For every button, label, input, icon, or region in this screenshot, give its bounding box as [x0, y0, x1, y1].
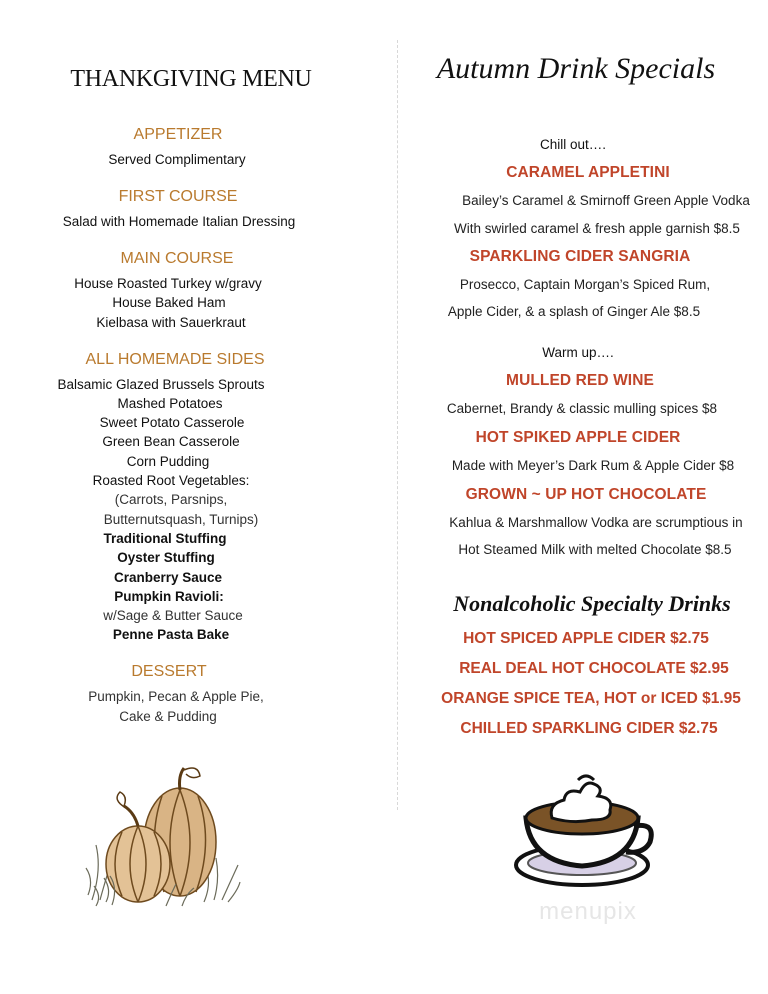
- main-course-item: House Baked Ham: [112, 295, 226, 310]
- appetizer-text: Served Complimentary: [108, 152, 246, 167]
- drink-description: Cabernet, Brandy & classic mulling spices $8: [446, 401, 718, 416]
- side-item: Mashed Potatoes: [117, 396, 223, 411]
- dessert-heading: DESSERT: [131, 663, 207, 680]
- side-item: Pumpkin Ravioli:: [114, 589, 224, 604]
- drink-description: Kahlua & Marshmallow Vodka are scrumptious in: [449, 515, 743, 530]
- pumpkins-illustration: [82, 760, 242, 910]
- side-item: Traditional Stuffing: [103, 531, 227, 546]
- nonalcoholic-item: ORANGE SPICE TEA, HOT or ICED $1.95: [441, 690, 741, 707]
- side-item: Cranberry Sauce: [113, 570, 223, 585]
- nonalcoholic-item: HOT SPICED APPLE CIDER $2.75: [463, 630, 709, 647]
- nonalcoholic-item: CHILLED SPARKLING CIDER $2.75: [460, 720, 718, 737]
- thanksgiving-title: THANKGIVING MENU: [70, 66, 312, 92]
- drink-name: MULLED RED WINE: [506, 372, 654, 389]
- side-item: Roasted Root Vegetables:: [92, 473, 250, 488]
- drink-specials-title: Autumn Drink Specials: [436, 52, 716, 85]
- drink-description: Apple Cider, & a splash of Ginger Ale $8.5: [447, 304, 701, 319]
- coffee-cup-illustration: [512, 770, 662, 900]
- side-item: Oyster Stuffing: [117, 550, 215, 565]
- column-divider: [397, 40, 398, 810]
- side-item-note: w/Sage & Butter Sauce: [103, 608, 243, 623]
- main-course-item: Kielbasa with Sauerkraut: [96, 315, 246, 330]
- drink-description: Made with Meyer’s Dark Rum & Apple Cider $8: [451, 458, 735, 473]
- drink-description: Prosecco, Captain Morgan’s Spiced Rum,: [459, 277, 711, 292]
- appetizer-heading: APPETIZER: [133, 126, 223, 143]
- main-course-item: House Roasted Turkey w/gravy: [74, 276, 262, 291]
- drink-description: With swirled caramel & fresh apple garnish $8.5: [454, 221, 740, 236]
- sides-heading: ALL HOMEMADE SIDES: [85, 351, 265, 368]
- side-item-note: Butternutsquash, Turnips): [103, 512, 259, 527]
- warm-label: Warm up….: [542, 345, 614, 360]
- main-course-heading: MAIN COURSE: [120, 250, 234, 267]
- first-course-text: Salad with Homemade Italian Dressing: [62, 214, 296, 229]
- side-item: Sweet Potato Casserole: [99, 415, 245, 430]
- side-item: Balsamic Glazed Brussels Sprouts: [57, 377, 265, 392]
- nonalcoholic-item: REAL DEAL HOT CHOCOLATE $2.95: [459, 660, 729, 677]
- drink-name: HOT SPIKED APPLE CIDER: [475, 429, 681, 446]
- nonalcoholic-title: Nonalcoholic Specialty Drinks: [453, 591, 731, 616]
- drink-name: CARAMEL APPLETINI: [506, 164, 670, 181]
- first-course-heading: FIRST COURSE: [118, 188, 238, 205]
- drink-name: SPARKLING CIDER SANGRIA: [469, 248, 691, 265]
- drink-description: Hot Steamed Milk with melted Chocolate $8.5: [458, 542, 732, 557]
- drink-description: Bailey’s Caramel & Smirnoff Green Apple Vodka: [462, 193, 750, 208]
- dessert-line: Pumpkin, Pecan & Apple Pie,: [88, 689, 264, 704]
- side-item: Corn Pudding: [126, 454, 210, 469]
- side-item-note: (Carrots, Parsnips,: [114, 492, 228, 507]
- menupix-watermark: menupix: [539, 898, 637, 925]
- chill-label: Chill out….: [539, 137, 607, 152]
- side-item: Penne Pasta Bake: [112, 627, 230, 642]
- side-item: Green Bean Casserole: [102, 434, 240, 449]
- drink-name: GROWN ~ UP HOT CHOCOLATE: [465, 486, 707, 503]
- dessert-line: Cake & Pudding: [119, 709, 217, 724]
